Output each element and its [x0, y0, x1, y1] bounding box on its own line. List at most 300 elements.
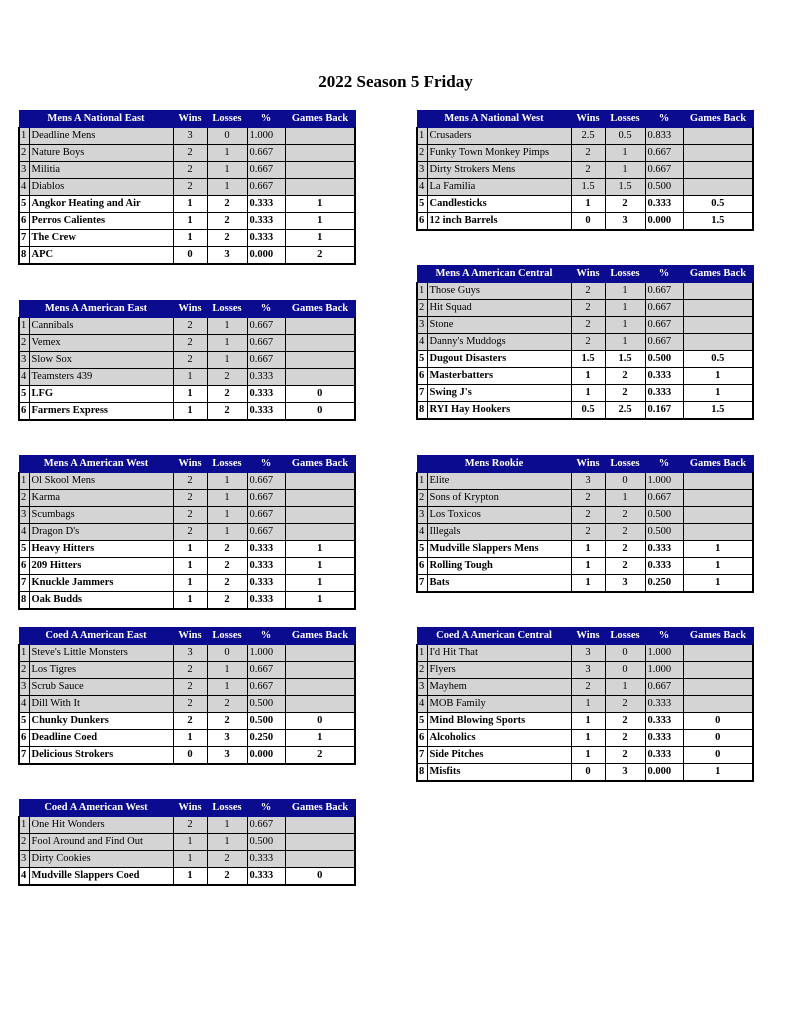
- losses-cell: 2: [207, 868, 247, 886]
- rank-cell: 1: [417, 128, 427, 145]
- table-row: [19, 230, 355, 247]
- pct-cell: 0.667: [645, 490, 683, 507]
- rank-cell: 1: [417, 645, 427, 662]
- pct-cell: 0.333: [247, 851, 285, 868]
- table-header-row: [417, 628, 753, 645]
- losses-cell: 1: [207, 473, 247, 490]
- wins-cell: 1: [571, 558, 605, 575]
- rank-cell: 3: [417, 317, 427, 334]
- table-row: [19, 679, 355, 696]
- pct-cell: 0.667: [247, 662, 285, 679]
- games-back-header: Games Back: [683, 628, 753, 645]
- wins-cell: 2: [173, 490, 207, 507]
- wins-cell: 2: [571, 524, 605, 541]
- table-row: [19, 213, 355, 230]
- games-back-cell: 1: [285, 575, 355, 592]
- wins-cell: 2: [173, 696, 207, 713]
- pct-cell: 0.333: [247, 541, 285, 558]
- pct-cell: 0.667: [247, 817, 285, 834]
- games-back-cell: [683, 145, 753, 162]
- wins-header: Wins: [173, 628, 207, 645]
- pct-cell: 0.667: [247, 490, 285, 507]
- team-name-cell: 209 Hitters: [29, 558, 173, 575]
- games-back-cell: [285, 679, 355, 696]
- pct-cell: 0.333: [247, 868, 285, 886]
- rank-cell: 8: [19, 592, 29, 610]
- table-row: [19, 247, 355, 265]
- wins-cell: 1: [173, 868, 207, 886]
- games-back-header: Games Back: [285, 800, 355, 817]
- losses-cell: 2: [207, 696, 247, 713]
- rank-cell: 8: [19, 247, 29, 265]
- games-back-header: Games Back: [683, 456, 753, 473]
- losses-cell: 1: [207, 352, 247, 369]
- losses-cell: 1: [605, 490, 645, 507]
- table-row: [19, 128, 355, 145]
- table-row: [417, 696, 753, 713]
- rank-cell: 8: [417, 402, 427, 420]
- team-name-cell: Teamsters 439: [29, 369, 173, 386]
- pct-cell: 0.250: [645, 575, 683, 593]
- table-row: [417, 179, 753, 196]
- losses-cell: 2: [207, 592, 247, 610]
- team-name-cell: Dirty Strokers Mens: [427, 162, 571, 179]
- pct-cell: 0.333: [645, 558, 683, 575]
- table-row: [417, 385, 753, 402]
- losses-cell: 3: [207, 247, 247, 265]
- team-name-cell: Diablos: [29, 179, 173, 196]
- table-row: [19, 592, 355, 610]
- pct-cell: 0.333: [645, 730, 683, 747]
- wins-header: Wins: [173, 301, 207, 318]
- team-name-cell: Masterbatters: [427, 368, 571, 385]
- team-name-cell: MOB Family: [427, 696, 571, 713]
- table-row: [417, 196, 753, 213]
- table-row: [417, 300, 753, 317]
- rank-cell: 3: [417, 679, 427, 696]
- losses-header: Losses: [605, 628, 645, 645]
- table-row: [417, 730, 753, 747]
- division-name-header: Coed A American West: [19, 800, 173, 817]
- rank-cell: 7: [19, 575, 29, 592]
- table-row: [19, 834, 355, 851]
- losses-cell: 2: [605, 524, 645, 541]
- losses-header: Losses: [207, 628, 247, 645]
- team-name-cell: The Crew: [29, 230, 173, 247]
- losses-cell: 2: [605, 558, 645, 575]
- wins-cell: 1: [173, 213, 207, 230]
- division-name-header: Mens Rookie: [417, 456, 571, 473]
- pct-cell: 1.000: [645, 662, 683, 679]
- losses-cell: 1: [207, 335, 247, 352]
- games-back-cell: 1: [285, 230, 355, 247]
- rank-cell: 1: [19, 645, 29, 662]
- standings-table-mens-a-american-central: [416, 265, 754, 420]
- team-name-cell: Ol Skool Mens: [29, 473, 173, 490]
- rank-cell: 1: [417, 473, 427, 490]
- games-back-cell: [683, 179, 753, 196]
- wins-cell: 1: [571, 575, 605, 593]
- games-back-cell: [683, 662, 753, 679]
- team-name-cell: Deadline Mens: [29, 128, 173, 145]
- table-row: [19, 403, 355, 421]
- table-row: [417, 368, 753, 385]
- wins-cell: 2: [571, 145, 605, 162]
- table-row: [417, 575, 753, 593]
- wins-cell: 1: [173, 834, 207, 851]
- team-name-cell: Deadline Coed: [29, 730, 173, 747]
- wins-cell: 3: [571, 662, 605, 679]
- pct-cell: 0.833: [645, 128, 683, 145]
- games-back-cell: [683, 645, 753, 662]
- wins-cell: 2: [571, 300, 605, 317]
- losses-cell: 2: [207, 230, 247, 247]
- table-row: [19, 541, 355, 558]
- games-back-cell: [285, 834, 355, 851]
- wins-cell: 2: [571, 162, 605, 179]
- rank-cell: 5: [417, 196, 427, 213]
- games-back-cell: 0: [683, 713, 753, 730]
- rank-cell: 4: [19, 369, 29, 386]
- games-back-cell: [285, 369, 355, 386]
- wins-cell: 1: [173, 575, 207, 592]
- wins-cell: 1: [173, 558, 207, 575]
- rank-cell: 8: [417, 764, 427, 782]
- wins-header: Wins: [173, 456, 207, 473]
- pct-cell: 0.333: [247, 213, 285, 230]
- rank-cell: 1: [19, 473, 29, 490]
- wins-cell: 2: [173, 179, 207, 196]
- team-name-cell: Funky Town Monkey Pimps: [427, 145, 571, 162]
- team-name-cell: Danny's Muddogs: [427, 334, 571, 351]
- pct-cell: 0.167: [645, 402, 683, 420]
- losses-cell: 1.5: [605, 179, 645, 196]
- games-back-cell: [683, 507, 753, 524]
- games-back-cell: [683, 283, 753, 300]
- wins-cell: 2: [173, 713, 207, 730]
- losses-cell: 1: [207, 679, 247, 696]
- losses-cell: 2: [207, 369, 247, 386]
- rank-cell: 2: [19, 834, 29, 851]
- pct-cell: 0.333: [247, 386, 285, 403]
- table-row: [417, 213, 753, 231]
- losses-cell: 1: [605, 317, 645, 334]
- wins-cell: 0: [173, 247, 207, 265]
- games-back-cell: 0: [285, 386, 355, 403]
- wins-header: Wins: [571, 456, 605, 473]
- wins-cell: 1: [173, 386, 207, 403]
- losses-cell: 1: [605, 300, 645, 317]
- rank-cell: 7: [417, 385, 427, 402]
- team-name-cell: Los Tigres: [29, 662, 173, 679]
- games-back-cell: [285, 524, 355, 541]
- rank-cell: 6: [417, 730, 427, 747]
- wins-cell: 1: [173, 403, 207, 421]
- pct-header: %: [645, 456, 683, 473]
- losses-cell: 0: [207, 128, 247, 145]
- games-back-cell: 0.5: [683, 196, 753, 213]
- team-name-cell: I'd Hit That: [427, 645, 571, 662]
- rank-cell: 4: [417, 524, 427, 541]
- table-row: [19, 524, 355, 541]
- games-back-cell: [683, 300, 753, 317]
- wins-cell: 2: [173, 335, 207, 352]
- team-name-cell: Dragon D's: [29, 524, 173, 541]
- team-name-cell: Dirty Cookies: [29, 851, 173, 868]
- losses-cell: 1: [605, 283, 645, 300]
- rank-cell: 2: [19, 490, 29, 507]
- table-row: [417, 145, 753, 162]
- rank-cell: 4: [19, 696, 29, 713]
- standings-table-coed-a-american-central: [416, 627, 754, 782]
- page-title: 2022 Season 5 Friday: [318, 72, 473, 91]
- losses-cell: 1: [207, 179, 247, 196]
- wins-header: Wins: [173, 111, 207, 128]
- games-back-cell: 1: [285, 730, 355, 747]
- games-back-cell: 1: [683, 558, 753, 575]
- pct-cell: 0.000: [645, 213, 683, 231]
- team-name-cell: Illegals: [427, 524, 571, 541]
- losses-cell: 2: [605, 747, 645, 764]
- table-row: [19, 335, 355, 352]
- pct-cell: 0.667: [645, 300, 683, 317]
- team-name-cell: Flyers: [427, 662, 571, 679]
- team-name-cell: Fool Around and Find Out: [29, 834, 173, 851]
- games-back-cell: 1: [285, 592, 355, 610]
- rank-cell: 1: [19, 128, 29, 145]
- wins-cell: 2: [571, 507, 605, 524]
- wins-cell: 2: [173, 162, 207, 179]
- pct-cell: 0.500: [645, 524, 683, 541]
- wins-cell: 2: [571, 283, 605, 300]
- games-back-cell: [285, 145, 355, 162]
- rank-cell: 2: [19, 335, 29, 352]
- wins-cell: 2: [173, 679, 207, 696]
- team-name-cell: Cannibals: [29, 318, 173, 335]
- pct-cell: 0.667: [645, 334, 683, 351]
- pct-header: %: [247, 456, 285, 473]
- team-name-cell: Sons of Krypton: [427, 490, 571, 507]
- pct-cell: 0.500: [247, 834, 285, 851]
- rank-cell: 1: [19, 817, 29, 834]
- standings-table-coed-a-american-east: [18, 627, 356, 765]
- games-back-cell: [285, 696, 355, 713]
- wins-cell: 3: [571, 645, 605, 662]
- table-row: [19, 696, 355, 713]
- rank-cell: 3: [19, 507, 29, 524]
- games-back-cell: 1: [285, 558, 355, 575]
- games-back-cell: [285, 507, 355, 524]
- division-name-header: Mens A American East: [19, 301, 173, 318]
- pct-cell: 0.667: [247, 179, 285, 196]
- table-row: [19, 352, 355, 369]
- games-back-header: Games Back: [285, 628, 355, 645]
- losses-header: Losses: [207, 111, 247, 128]
- table-row: [417, 679, 753, 696]
- pct-header: %: [247, 111, 285, 128]
- team-name-cell: Mayhem: [427, 679, 571, 696]
- wins-cell: 1: [571, 730, 605, 747]
- games-back-cell: 0: [285, 403, 355, 421]
- games-back-cell: [683, 473, 753, 490]
- pct-cell: 0.667: [645, 317, 683, 334]
- standings-table-coed-a-american-west: [18, 799, 356, 886]
- rank-cell: 5: [417, 351, 427, 368]
- table-row: [417, 402, 753, 420]
- games-back-cell: [683, 317, 753, 334]
- wins-cell: 1: [571, 385, 605, 402]
- table-row: [19, 817, 355, 834]
- wins-cell: 1.5: [571, 351, 605, 368]
- team-name-cell: Knuckle Jammers: [29, 575, 173, 592]
- rank-cell: 3: [19, 851, 29, 868]
- losses-cell: 2: [207, 541, 247, 558]
- table-row: [19, 386, 355, 403]
- losses-cell: 2: [605, 368, 645, 385]
- pct-cell: 0.667: [645, 145, 683, 162]
- team-name-cell: Scumbags: [29, 507, 173, 524]
- games-back-cell: [285, 162, 355, 179]
- rank-cell: 6: [417, 368, 427, 385]
- pct-cell: 0.000: [247, 247, 285, 265]
- pct-cell: 0.000: [247, 747, 285, 765]
- wins-cell: 1: [173, 196, 207, 213]
- games-back-cell: [285, 335, 355, 352]
- table-header-row: [417, 456, 753, 473]
- pct-cell: 1.000: [645, 645, 683, 662]
- losses-cell: 3: [605, 575, 645, 593]
- table-row: [19, 730, 355, 747]
- table-row: [417, 541, 753, 558]
- games-back-cell: [683, 334, 753, 351]
- wins-cell: 1.5: [571, 179, 605, 196]
- losses-cell: 2: [207, 213, 247, 230]
- team-name-cell: Dugout Disasters: [427, 351, 571, 368]
- losses-cell: 2: [605, 696, 645, 713]
- team-name-cell: La Familia: [427, 179, 571, 196]
- games-back-cell: [285, 662, 355, 679]
- pct-cell: 0.333: [247, 230, 285, 247]
- table-row: [417, 351, 753, 368]
- rank-cell: 6: [19, 730, 29, 747]
- losses-cell: 2: [605, 541, 645, 558]
- games-back-cell: 1: [683, 575, 753, 593]
- pct-cell: 0.333: [645, 541, 683, 558]
- losses-cell: 2: [207, 558, 247, 575]
- games-back-header: Games Back: [285, 301, 355, 318]
- rank-cell: 4: [417, 179, 427, 196]
- games-back-cell: 1: [683, 764, 753, 782]
- team-name-cell: APC: [29, 247, 173, 265]
- games-back-cell: 0: [285, 868, 355, 886]
- rank-cell: 3: [417, 507, 427, 524]
- pct-cell: 0.250: [247, 730, 285, 747]
- losses-cell: 1.5: [605, 351, 645, 368]
- rank-cell: 5: [417, 713, 427, 730]
- team-name-cell: Side Pitches: [427, 747, 571, 764]
- table-row: [19, 747, 355, 765]
- losses-header: Losses: [605, 456, 645, 473]
- games-back-cell: 0: [285, 713, 355, 730]
- team-name-cell: Nature Boys: [29, 145, 173, 162]
- wins-cell: 0: [173, 747, 207, 765]
- wins-cell: 1: [173, 851, 207, 868]
- pct-cell: 0.333: [247, 558, 285, 575]
- team-name-cell: Mudville Slappers Coed: [29, 868, 173, 886]
- wins-cell: 0: [571, 764, 605, 782]
- games-back-cell: [285, 473, 355, 490]
- games-back-cell: 1: [683, 368, 753, 385]
- team-name-cell: Misfits: [427, 764, 571, 782]
- games-back-cell: [285, 817, 355, 834]
- rank-cell: 6: [417, 213, 427, 231]
- pct-cell: 1.000: [247, 645, 285, 662]
- rank-cell: 4: [19, 868, 29, 886]
- team-name-cell: Scrub Sauce: [29, 679, 173, 696]
- rank-cell: 3: [19, 679, 29, 696]
- games-back-cell: [683, 490, 753, 507]
- pct-cell: 0.333: [247, 196, 285, 213]
- games-back-cell: [683, 679, 753, 696]
- team-name-cell: Stone: [427, 317, 571, 334]
- rank-cell: 6: [19, 558, 29, 575]
- games-back-cell: [285, 352, 355, 369]
- rank-cell: 2: [417, 490, 427, 507]
- games-back-cell: [285, 318, 355, 335]
- pct-cell: 0.500: [645, 179, 683, 196]
- team-name-cell: Those Guys: [427, 283, 571, 300]
- games-back-cell: 1: [683, 541, 753, 558]
- rank-cell: 1: [19, 318, 29, 335]
- table-row: [417, 128, 753, 145]
- rank-cell: 7: [19, 747, 29, 765]
- losses-cell: 3: [207, 730, 247, 747]
- standings-table-mens-a-american-west: [18, 455, 356, 610]
- losses-cell: 0: [207, 645, 247, 662]
- table-row: [19, 558, 355, 575]
- table-row: [417, 558, 753, 575]
- pct-cell: 0.667: [247, 162, 285, 179]
- pct-cell: 0.000: [645, 764, 683, 782]
- wins-cell: 2: [173, 524, 207, 541]
- table-row: [19, 662, 355, 679]
- table-row: [19, 575, 355, 592]
- rank-cell: 5: [19, 196, 29, 213]
- losses-cell: 2: [605, 385, 645, 402]
- losses-cell: 0: [605, 473, 645, 490]
- games-back-cell: [285, 645, 355, 662]
- rank-cell: 4: [19, 179, 29, 196]
- wins-cell: 2: [173, 145, 207, 162]
- division-name-header: Mens A American Central: [417, 266, 571, 283]
- table-row: [417, 507, 753, 524]
- losses-cell: 3: [605, 764, 645, 782]
- losses-cell: 1: [207, 817, 247, 834]
- team-name-cell: Perros Calientes: [29, 213, 173, 230]
- division-name-header: Mens A National East: [19, 111, 173, 128]
- table-row: [19, 162, 355, 179]
- table-row: [417, 473, 753, 490]
- games-back-cell: [683, 128, 753, 145]
- table-row: [19, 868, 355, 886]
- losses-cell: 1: [207, 318, 247, 335]
- losses-cell: 3: [605, 213, 645, 231]
- wins-header: Wins: [571, 266, 605, 283]
- table-row: [19, 507, 355, 524]
- wins-cell: 1: [173, 592, 207, 610]
- team-name-cell: Alcoholics: [427, 730, 571, 747]
- pct-cell: 0.667: [247, 679, 285, 696]
